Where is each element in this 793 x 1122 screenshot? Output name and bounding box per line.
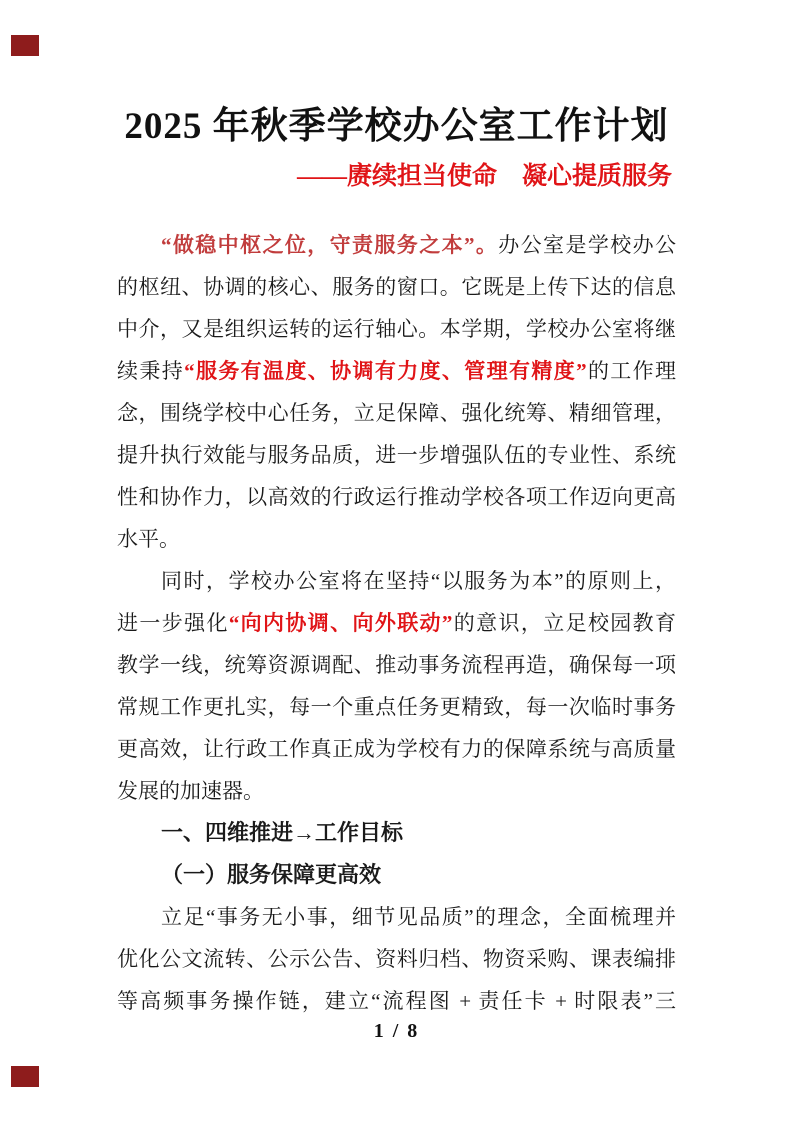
text-line [117,938,676,980]
page-number: 1 / 8 [373,1020,420,1042]
page-corner-mark-top [11,35,39,56]
text-line [117,728,676,770]
body-text-segment: 续秉持 [117,359,185,383]
heading-line [117,812,676,854]
body-text-segment: 等高频事务操作链，建立“流程图 + 责任卡 + 时限表”三 [117,989,676,1013]
body-text-segment: 性和协作力，以高效的行政运行推动学校各项工作迈向更高 [117,485,676,509]
text-line [117,224,676,266]
body-text-segment: 的意识，立足校园教育 [452,611,677,635]
body-text [117,224,676,1022]
body-text-segment: 更高效，让行政工作真正成为学校有力的保障系统与高质量 [117,737,676,761]
body-text-segment: 办公室是学校办公 [498,233,677,257]
body-text-segment: 教学一线，统筹资源调配、推动事务流程再造，确保每一项 [117,653,676,677]
text-line [117,518,676,560]
text-line [117,602,676,644]
document-title: 2025 年秋季学校办公室工作计划 [124,106,669,147]
text-line [117,644,676,686]
text-line [117,392,676,434]
body-text-segment: 进一步强化 [117,611,229,635]
body-text-segment: 优化公文流转、公示公告、资料归档、物资采购、课表编排 [117,947,676,971]
text-line [117,896,676,938]
text-line [117,686,676,728]
highlighted-text: “服务有温度、协调有力度、管理有精度” [184,359,587,383]
highlighted-text: “做稳中枢之位，守责服务之本”。 [161,233,499,257]
text-line [117,266,676,308]
body-text-segment: 常规工作更扎实，每一个重点任务更精致，每一次临时事务 [117,695,676,719]
text-line [117,350,676,392]
body-text-segment: 的枢纽、协调的核心、服务的窗口。它既是上传下达的信息 [117,275,676,299]
body-text-segment: 念，围绕学校中心任务，立足保障、强化统筹、精细管理， [117,401,676,425]
document-subtitle: ——赓续担当使命 凝心提质服务 [296,163,672,190]
body-text-segment: 同时，学校办公室将在坚持“以服务为本”的原则上， [161,569,676,593]
body-text-segment: 一、四维推进→工作目标 [161,820,404,845]
text-line [117,560,676,602]
body-text-segment: 水平。 [117,527,180,551]
body-text-segment: 提升执行效能与服务品质，进一步增强队伍的专业性、系统 [117,443,676,467]
body-text-segment: 发展的加速器。 [117,779,264,803]
text-line [117,308,676,350]
body-text-segment: 立足“事务无小事，细节见品质”的理念，全面梳理并 [161,905,676,929]
body-text-segment: （一）服务保障更高效 [161,862,382,887]
body-text-segment: 的工作理 [586,359,677,383]
heading-line [117,854,676,896]
text-line [117,434,676,476]
page-corner-mark-bottom [11,1066,39,1087]
text-line [117,476,676,518]
text-line [117,770,676,812]
highlighted-text: “向内协调、向外联动” [228,611,453,635]
body-text-segment: 中介，又是组织运转的运行轴心。本学期，学校办公室将继 [117,317,676,341]
